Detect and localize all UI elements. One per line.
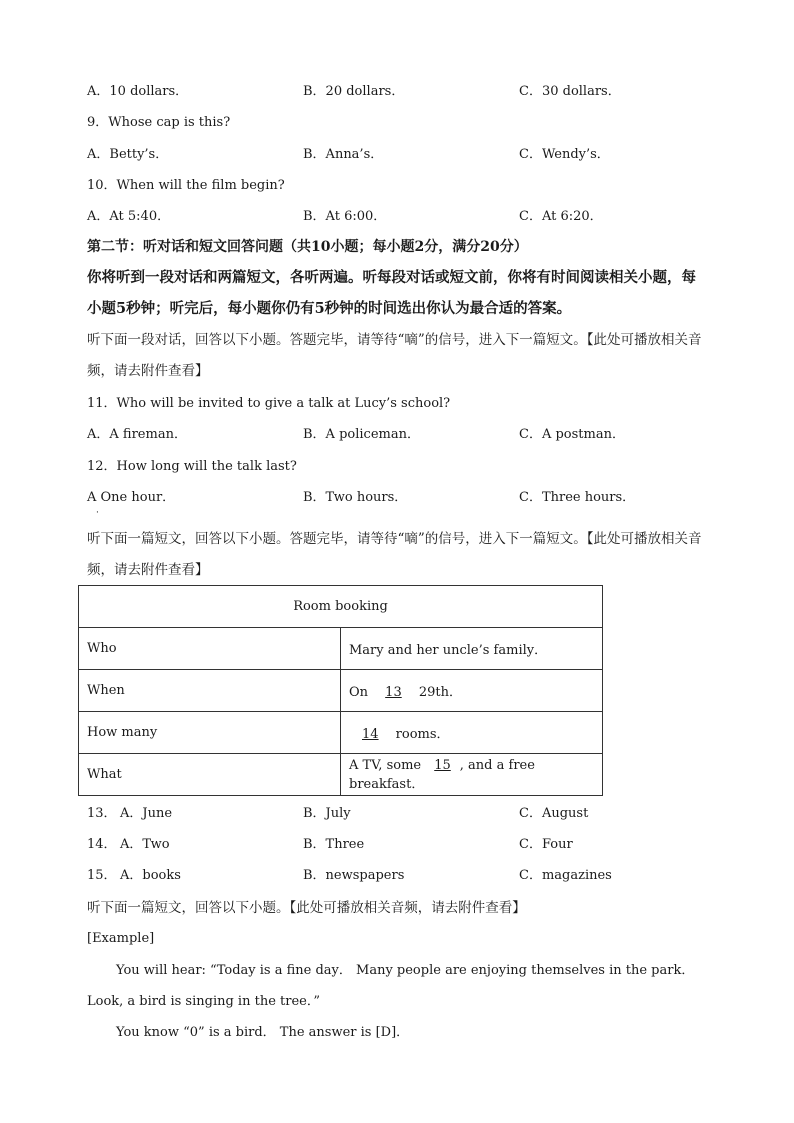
room-booking-table <box>78 585 603 796</box>
dialogue-intro: 听下面一段对话，回答以下小题。答题完毕，请等待“嘀”的信号，进入下一篇短文。【此处可播放相关音频，请去附件查看】 <box>87 332 702 379</box>
example-label: [Example] <box>87 931 155 946</box>
when-prefix: On <box>349 685 373 700</box>
q15-option-a[interactable]: A．books <box>120 868 181 883</box>
q14-option-a[interactable]: A．Two <box>120 837 170 852</box>
q15-options <box>87 867 707 885</box>
row-value-what <box>341 754 603 796</box>
table-row <box>79 586 603 628</box>
row-value-when <box>341 670 603 712</box>
blank-13[interactable]: 13 <box>385 685 402 700</box>
row-value-who: Mary and her uncle’s family． <box>341 628 603 670</box>
q9-options <box>87 146 707 164</box>
q12-option-a[interactable]: A One hour． <box>87 490 176 505</box>
q10-option-b[interactable]: B．At 6:00． <box>303 209 387 224</box>
q12-option-b[interactable]: B．Two hours． <box>303 490 408 505</box>
row-label-how-many: How many <box>79 712 341 754</box>
q11-options <box>87 426 707 444</box>
passage2-intro: 听下面一篇短文，回答以下小题。【此处可播放相关音频，请去附件查看】 <box>87 900 526 916</box>
q13-number: 13． <box>87 806 117 821</box>
q8-options <box>87 83 707 101</box>
row-label-when: When <box>79 670 341 712</box>
what-prefix: A TV, some <box>349 757 426 773</box>
how-many-suffix: rooms． <box>391 727 450 742</box>
row-value-how-many <box>341 712 603 754</box>
q10-options <box>87 208 707 226</box>
q13-option-c[interactable]: C．August <box>519 806 589 821</box>
blank-14[interactable]: 14 <box>362 727 379 742</box>
q15-option-c[interactable]: C．magazines <box>519 868 612 883</box>
table-row <box>79 670 603 712</box>
q8-option-b[interactable]: B．20 dollars． <box>303 84 405 99</box>
q14-option-c[interactable]: C．Four <box>519 837 573 852</box>
q9-option-b[interactable]: B．Anna’s． <box>303 147 384 162</box>
q12-stem: 12．How long will the talk last? <box>87 459 297 474</box>
q12-option-c[interactable]: C．Three hours． <box>519 490 636 505</box>
q11-stem: 11．Who will be invited to give a talk at Lucy’s school? <box>87 396 451 411</box>
q10-option-a[interactable]: A．At 5:40． <box>87 209 171 224</box>
q9-option-c[interactable]: C．Wendy’s． <box>519 147 610 162</box>
when-suffix: 29th． <box>414 685 462 700</box>
what-suffix: , and a free breakfast． <box>349 757 535 792</box>
example-line-2: You know “0” is a bird． The answer is [D]． <box>116 1025 410 1040</box>
q15-number: 15． <box>87 868 117 883</box>
section2-instructions: 你将听到一段对话和两篇短文，各听两遍。听每段对话或短文前，你将有时间阅读相关小题，每小题5秒钟；听完后，每小题你仍有5秒钟的时间选出你认为最合适的答案。 <box>87 269 696 317</box>
q15-option-b[interactable]: B．newspapers <box>303 868 405 883</box>
stray-mark: · <box>96 508 99 518</box>
q13-option-b[interactable]: B．July <box>303 806 351 821</box>
q11-option-c[interactable]: C．A postman． <box>519 427 625 442</box>
row-label-who: Who <box>79 628 341 670</box>
table-row <box>79 628 603 670</box>
q11-option-b[interactable]: B．A policeman． <box>303 427 420 442</box>
q11-option-a[interactable]: A．A fireman． <box>87 427 187 442</box>
q9-stem: 9．Whose cap is this? <box>87 115 231 130</box>
table-row <box>79 712 603 754</box>
q12-options <box>87 489 707 507</box>
q14-number: 14． <box>87 837 117 852</box>
q13-options <box>87 805 707 823</box>
q14-options <box>87 836 707 854</box>
q8-option-a[interactable]: A．10 dollars． <box>87 84 189 99</box>
table-title: Room booking <box>79 586 603 628</box>
table-row <box>79 754 603 796</box>
example-line-1: You will hear: “Today is a fine day． Many people are enjoying themselves in the park． Look, a bird is singing in the tree．” <box>87 963 695 1009</box>
q14-option-b[interactable]: B．Three <box>303 837 365 852</box>
q8-option-c[interactable]: C．30 dollars． <box>519 84 621 99</box>
q10-option-c[interactable]: C．At 6:20． <box>519 209 603 224</box>
row-label-what: What <box>79 754 341 796</box>
q13-option-a[interactable]: A．June <box>120 806 173 821</box>
blank-15[interactable]: 15 <box>434 757 451 773</box>
q9-option-a[interactable]: A．Betty’s． <box>87 147 169 162</box>
section2-title: 第二节：听对话和短文回答问题（共10小题；每小题2分，满分20分） <box>87 239 528 255</box>
passage1-intro: 听下面一篇短文，回答以下小题。答题完毕，请等待“嘀”的信号，进入下一篇短文。【此处可播放相关音频，请去附件查看】 <box>87 531 702 578</box>
q10-stem: 10．When will the film begin? <box>87 178 285 193</box>
